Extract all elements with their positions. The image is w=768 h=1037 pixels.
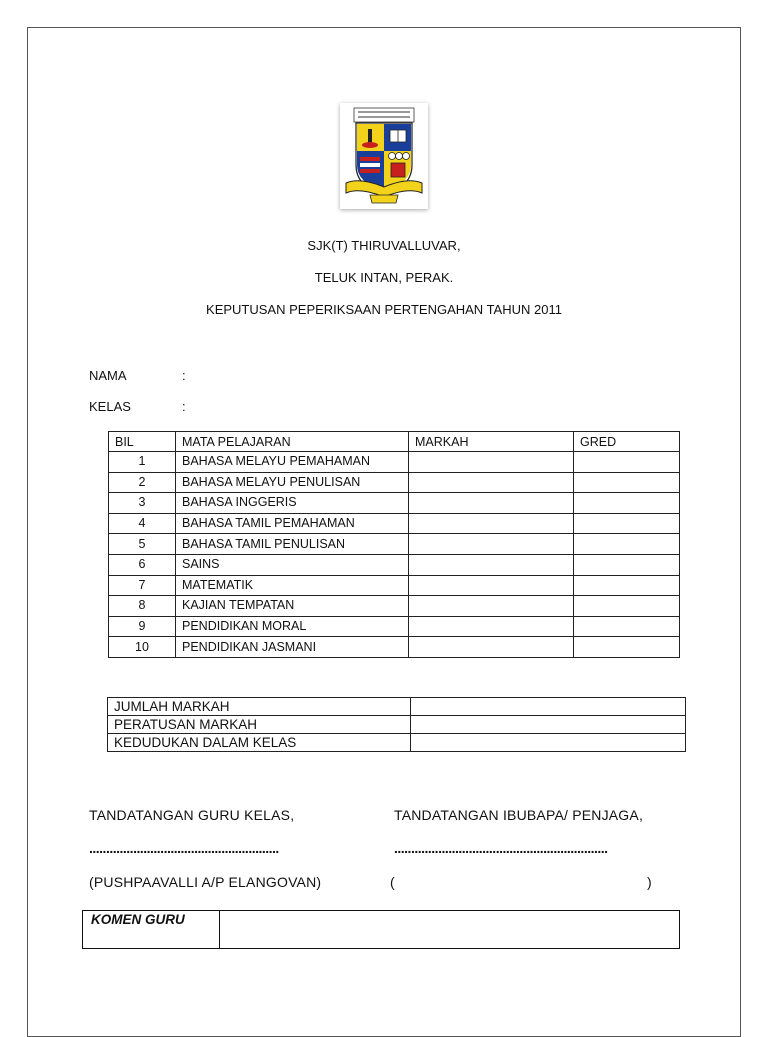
row-bil: 7	[109, 575, 176, 596]
row-subject: BAHASA TAMIL PENULISAN	[176, 534, 409, 555]
summary-table	[107, 697, 686, 752]
teacher-name: (PUSHPAAVALLI A/P ELANGOVAN)	[89, 874, 322, 890]
summary-value	[411, 734, 686, 752]
row-gred	[574, 554, 680, 575]
row-markah	[409, 596, 574, 617]
row-gred	[574, 575, 680, 596]
header-subject: MATA PELAJARAN	[176, 432, 409, 452]
row-subject: MATEMATIK	[176, 575, 409, 596]
row-bil: 1	[109, 452, 176, 473]
table-row	[109, 637, 680, 658]
row-markah	[409, 637, 574, 658]
summary-label: JUMLAH MARKAH	[108, 698, 411, 716]
row-subject: BAHASA INGGERIS	[176, 493, 409, 514]
teacher-signature-line: ........................................................	[89, 840, 279, 856]
row-markah	[409, 575, 574, 596]
class-colon: :	[182, 399, 186, 414]
school-crest-icon	[340, 103, 428, 209]
summary-row	[108, 698, 686, 716]
row-bil: 4	[109, 513, 176, 534]
table-row	[109, 452, 680, 473]
row-subject: BAHASA TAMIL PEMAHAMAN	[176, 513, 409, 534]
comment-value	[220, 911, 680, 949]
row-markah	[409, 493, 574, 514]
row-bil: 6	[109, 554, 176, 575]
subjects-table	[108, 431, 680, 658]
row-gred	[574, 534, 680, 555]
summary-row	[108, 716, 686, 734]
comment-row	[83, 911, 680, 949]
row-markah	[409, 534, 574, 555]
school-name: SJK(T) THIRUVALLUVAR,	[307, 238, 461, 253]
table-row	[109, 493, 680, 514]
row-subject: KAJIAN TEMPATAN	[176, 596, 409, 617]
row-bil: 2	[109, 472, 176, 493]
parent-signature-label: TANDATANGAN IBUBAPA/ PENJAGA,	[394, 807, 644, 823]
class-label: KELAS	[89, 399, 131, 414]
row-gred	[574, 493, 680, 514]
row-bil: 3	[109, 493, 176, 514]
row-subject: PENDIDIKAN JASMANI	[176, 637, 409, 658]
parent-name-close-paren: )	[647, 874, 652, 890]
summary-label: KEDUDUKAN DALAM KELAS	[108, 734, 411, 752]
row-gred	[574, 452, 680, 473]
row-bil: 8	[109, 596, 176, 617]
row-subject: SAINS	[176, 554, 409, 575]
summary-label: PERATUSAN MARKAH	[108, 716, 411, 734]
row-subject: BAHASA MELAYU PEMAHAMAN	[176, 452, 409, 473]
row-markah	[409, 513, 574, 534]
header-bil: BIL	[109, 432, 176, 452]
table-row	[109, 513, 680, 534]
row-markah	[409, 472, 574, 493]
summary-value	[411, 698, 686, 716]
row-gred	[574, 616, 680, 637]
table-row	[109, 534, 680, 555]
header-markah: MARKAH	[409, 432, 574, 452]
table-row	[109, 616, 680, 637]
row-subject: BAHASA MELAYU PENULISAN	[176, 472, 409, 493]
row-bil: 9	[109, 616, 176, 637]
row-bil: 5	[109, 534, 176, 555]
row-gred	[574, 637, 680, 658]
table-row	[109, 596, 680, 617]
table-header-row	[109, 432, 680, 452]
school-location: TELUK INTAN, PERAK.	[314, 270, 454, 285]
comment-box	[82, 910, 680, 949]
row-markah	[409, 616, 574, 637]
table-row	[109, 472, 680, 493]
comment-label: KOMEN GURU	[83, 911, 220, 949]
row-bil: 10	[109, 637, 176, 658]
summary-row	[108, 734, 686, 752]
name-colon: :	[182, 368, 186, 383]
parent-name-open-paren: (	[390, 874, 395, 890]
summary-value	[411, 716, 686, 734]
header-gred: GRED	[574, 432, 680, 452]
row-gred	[574, 472, 680, 493]
name-label: NAMA	[89, 368, 127, 383]
teacher-signature-label: TANDATANGAN GURU KELAS,	[89, 807, 295, 823]
row-markah	[409, 452, 574, 473]
row-gred	[574, 596, 680, 617]
parent-signature-line: ...............................................................	[394, 840, 608, 856]
table-row	[109, 575, 680, 596]
row-markah	[409, 554, 574, 575]
exam-title: KEPUTUSAN PEPERIKSAAN PERTENGAHAN TAHUN 2011	[206, 302, 562, 317]
row-gred	[574, 513, 680, 534]
table-row	[109, 554, 680, 575]
row-subject: PENDIDIKAN MORAL	[176, 616, 409, 637]
